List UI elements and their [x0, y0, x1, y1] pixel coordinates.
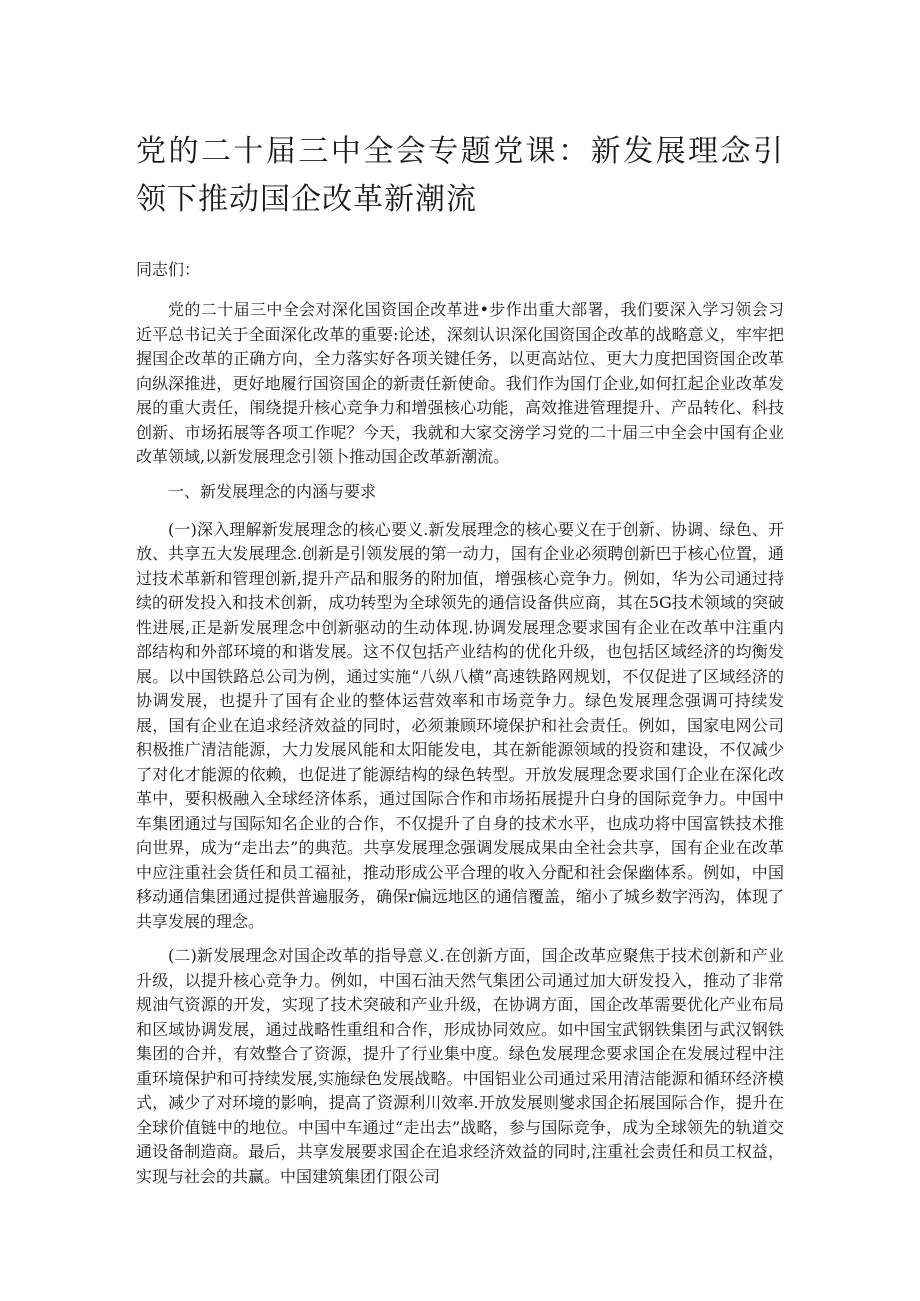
intro-paragraph: 党的二十届三中全会对深化国资国企改革进•步作出重大部署，我们要深入学习领会习近平总书记关于全面深化改革的重要:论述，深刻认识深化国资国企改革的战略意义，牢牢把握国企改革的正确方向，全力落实好各项关键任务，以更高站位、更大力度把国资国企改革向纵深推进，更好地履行国资国企的新责任新使命。我们作为国仃企业,如何扛起企业改革发展的重大责任，闱绕提升核心竞争力和增强核心功能，高效推进管理提升、产品转化、科技创新、市场拓展等各项工作呢？今天，我就和大家交滂学习党的二十届三中全会中国有企业改革领域,以新发展理念引领卜推动国企改革新潮流。 [136, 300, 784, 466]
document-title: 党的二十届三中全会专题党课：新发展理念引领下推动国企改革新潮流 [136, 134, 784, 217]
document-page [136, 128, 784, 1199]
salutation: 同志们： [136, 260, 201, 279]
paragraph-core-essence: (一)深入理解新发展理念的核心要义.新发展理念的核心要义在于创新、协调、绿色、开放、共享五大发展理念.创新是引领发展的第一动力，国有企业必须聘创新巴于核心位置，通过技术革新和管理创新,提升产品和服务的附加值，增强核心竞争力。例如，华为公司通过持续的研发投入和技术创新，成功转型为全球领先的通信设备供应商，其在5G技术领域的突破性进展,正是新发展理念中创新驱动的生动体现.协调发展理念要求国有企业在改革中注重内部结构和外部环境的和谐发展。这不仅包括产业结构的优化升级，也包括区域经济的均衡发展。以中国铁路总公司为例，通过实施“八纵八横”高速铁路网规划，不仅促进了区域经济的协调发展，也提升了国有企业的整体运营效率和市场竞争力。绿色发展理念强调可持续发展，国有企业在追求经济效益的同时，必须兼顾环境保护和社会责任。例如，国家电网公司积极推广清洁能源，大力发展风能和太阳能发电，其在新能源领域的投资和建设，不仅减少了对化才能源的依赖，也促进了能源结构的绿色转型。开放发展理念要求国仃企业在深化改革中，要积极融入全球经济体系，通过国际合作和市场拓展提升白身的国际竞争力。中国中车集团通过与国际知名企业的合作，不仅提升了自身的技术水平，也成功将中国富铁技术推向世界，成为“走出去”的典范。共享发展理念强调发展成果由全社会共享，国有企业在改革中应注重社会货任和员工福祉，推动形成公平合理的收入分配和社会保幽体系。例如，中国移动通信集团通过提供普遍服务，确保r偏远地区的通信覆盖，缩小了城乡数字沔沟，体现了共享发展的理念。 [136, 519, 784, 931]
section-heading: 一、新发展理念的内涵与要求 [168, 481, 377, 501]
paragraph-guiding-significance: (二)新发展理念对国企改革的指导意义.在创新方面，国企改革应聚焦于技术创新和产业升级，以提升核心竞争力。例如，中国石油天然气集团公司通过加大研发投入，推动了非常规油气资源的开发，实现了技术突破和产业升级，在协调方面，国企改革需要优化产业布局和区域协调发展，通过战略性重组和合作，形成协同效应。如中国宝武钢铁集团与武汉钢铁集团的合并，有效整合了资源，提升了行业集中度。绿色发展理念要求国企在发展过程中注重环境保护和可持续发展,实施绿色发展战略。中国铝业公司通过采用清洁能源和循环经济模式，减少了对环境的影响，提高了资源利川效率.开放发展则燮求国企拓展国际合作，提升在全球价值链中的地位。中国中车通过“走出去”战略，参与国际竞争，成为全球领先的轨道交通设备制造商。最后，共享发展要求国企在追求经济效益的同时,注重社会责任和员工权益，实现与社会的共赢。中国建筑集团仃限公司 [136, 946, 784, 1186]
